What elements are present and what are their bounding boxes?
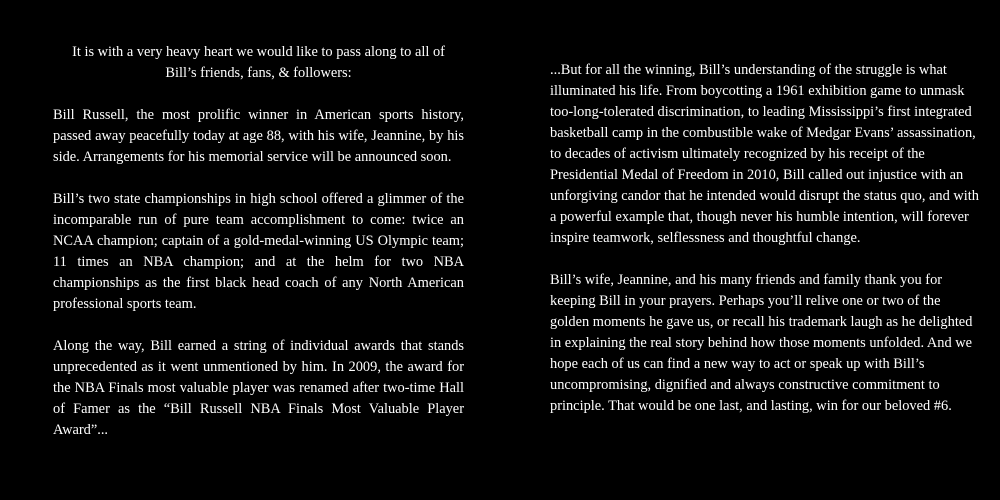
- intro-line-1: It is with a very heavy heart we would like to pass along to all of: [72, 44, 445, 60]
- paragraph-announcement: Bill Russell, the most prolific winner in American sports history, passed away peacefully today at age 88, with his wife, Jeannine, by his side. Arrangements for his memorial service will be announced soon.: [53, 107, 464, 165]
- intro-heading: [53, 42, 464, 84]
- right-page: [500, 0, 1000, 500]
- paragraph-awards: Along the way, Bill earned a string of individual awards that stands unprecedented as it went unmentioned by him. In 2009, the award for the NBA Finals most valuable player was renamed after two-time Hall of Famer as the “Bill Russell NBA Finals Most Valuable Player Award”...: [53, 338, 464, 438]
- paragraph-family-thanks: Bill’s wife, Jeannine, and his many friends and family thank you for keeping Bill in your prayers. Perhaps you’ll relive one or two of the golden moments he gave us, or recall his trademark laugh as he delighted in explaining the real story behind how those moments unfolded. And we hope each of us can find a new way to act or speak up with Bill’s uncompromising, dignified and always constructive commitment to principle. That would be one last, and lasting, win for our beloved #6.: [550, 272, 973, 414]
- intro-line-2: Bill’s friends, fans, & followers:: [165, 65, 352, 81]
- paragraph-championships: Bill’s two state championships in high school offered a glimmer of the incomparable run of pure team accomplishment to come: twice an NCAA champion; captain of a gold-medal-winning US Olympic team; 11 times an NBA champion; and at the helm for two NBA championships as the first black head coach of any North American professional sports team.: [53, 191, 464, 312]
- paragraph-activism: ...But for all the winning, Bill’s understanding of the struggle is what illuminated his life. From boycotting a 1961 exhibition game to unmask too-long-tolerated discrimination, to leading Mississippi’s first integrated basketball camp in the combustible wake of Medgar Evans’ assassination, to decades of activism ultimately recognized by his receipt of the Presidential Medal of Freedom in 2010, Bill called out injustice with an unforgiving candor that he intended would disrupt the status quo, and with a powerful example that, though never his humble intention, will forever inspire teamwork, selflessness and thoughtful change.: [550, 62, 979, 246]
